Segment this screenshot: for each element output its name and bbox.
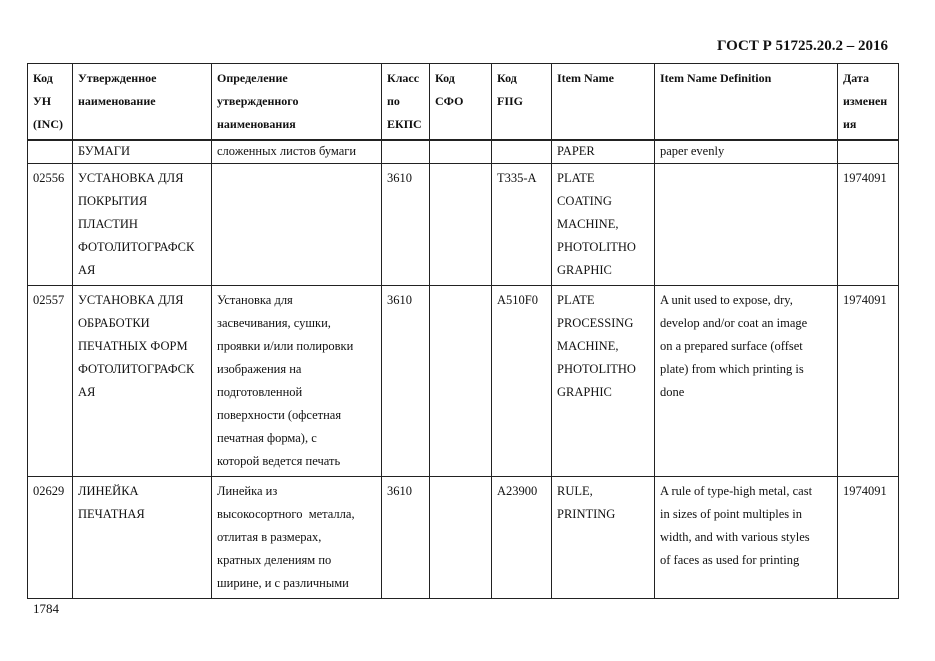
header-label: Item Name Definition: [660, 71, 772, 85]
cell-text: 3610: [387, 171, 412, 185]
cell-text: 02557: [33, 293, 65, 307]
cell-text: 02556: [33, 171, 65, 185]
cell-item-name: [552, 286, 655, 477]
cell-fiig: [492, 164, 552, 286]
cell-text: УСТАНОВКА ДЛЯ ОБРАБОТКИ ПЕЧАТНЫХ ФОРМ ФОТОЛИТОГРАФСК АЯ: [78, 293, 195, 399]
cell-inc: [28, 286, 73, 477]
cell-text: 1974091: [843, 171, 887, 185]
cell-text: ЛИНЕЙКА ПЕЧАТНАЯ: [78, 484, 145, 521]
header-label: Утвержденное наименование: [78, 71, 157, 108]
cell-item-definition: [655, 477, 838, 599]
header-label: Код СФО: [435, 71, 464, 108]
cell-text: A rule of type-high metal, cast in sizes of point multiples in width, and with various styles of faces as used for printing: [660, 484, 813, 567]
header-label: Определение утвержденного наименования: [217, 71, 299, 131]
cell-text: 1974091: [843, 484, 887, 498]
header-inc-code: [28, 64, 73, 141]
items-table: [27, 63, 899, 599]
header-change-date: [838, 64, 899, 141]
cell-text: 3610: [387, 293, 412, 307]
cell-fiig: [492, 140, 552, 164]
cell-inc: [28, 164, 73, 286]
header-label: Дата изменен ия: [843, 71, 888, 131]
document-title: ГОСТ Р 51725.20.2 – 2016: [716, 38, 888, 54]
cell-definition: [212, 140, 382, 164]
cell-item-name: [552, 477, 655, 599]
cell-item-definition: [655, 286, 838, 477]
cell-fiig: [492, 477, 552, 599]
cell-name: [73, 140, 212, 164]
cell-definition: [212, 477, 382, 599]
cell-text: A unit used to expose, dry, develop and/or coat an image on a prepared surface (offset plate) from which printing is done: [660, 293, 808, 399]
cell-text: A23900: [497, 484, 538, 498]
cell-definition: [212, 164, 382, 286]
cell-text: 3610: [387, 484, 412, 498]
header-item-name: [552, 64, 655, 141]
cell-text: PLATE COATING MACHINE, PHOTOLITHO GRAPHIC: [557, 171, 636, 277]
cell-name: [73, 164, 212, 286]
cell-date: [838, 286, 899, 477]
page-number: 1784: [33, 601, 59, 616]
header-class: [382, 64, 430, 141]
header-item-definition: [655, 64, 838, 141]
cell-sfo: [430, 286, 492, 477]
table-header-row: [28, 64, 899, 141]
cell-text: УСТАНОВКА ДЛЯ ПОКРЫТИЯ ПЛАСТИН ФОТОЛИТОГРАФСК АЯ: [78, 171, 195, 277]
cell-text: БУМАГИ: [78, 144, 130, 158]
cell-class: [382, 286, 430, 477]
header-label: Класс по ЕКПС: [387, 71, 422, 131]
header-fiig-code: [492, 64, 552, 141]
cell-text: paper evenly: [660, 144, 725, 158]
header-label: Item Name: [557, 71, 614, 85]
cell-text: RULE, PRINTING: [557, 484, 616, 521]
cell-text: Линейка из высокосортного металла, отлитая в размерах, кратных делениям по ширине, и с различными: [217, 484, 355, 590]
cell-text: T335-A: [497, 171, 537, 185]
cell-name: [73, 286, 212, 477]
cell-text: PLATE PROCESSING MACHINE, PHOTOLITHO GRAPHIC: [557, 293, 636, 399]
table-row: [28, 140, 899, 164]
cell-text: 02629: [33, 484, 65, 498]
cell-inc: [28, 477, 73, 599]
header-definition: [212, 64, 382, 141]
cell-item-name: [552, 140, 655, 164]
header-sfo-code: [430, 64, 492, 141]
cell-text: сложенных листов бумаги: [217, 144, 357, 158]
table-row: [28, 477, 899, 599]
cell-item-definition: [655, 140, 838, 164]
cell-text: PAPER: [557, 144, 595, 158]
cell-sfo: [430, 140, 492, 164]
table-row: [28, 164, 899, 286]
header-label: Код УН (INC): [33, 71, 63, 131]
header-approved-name: [73, 64, 212, 141]
cell-text: Установка для засвечивания, сушки, проявки и/или полировки изображения на подготовленной поверхности (офсетная печатная форма), с которой ведется печать: [217, 293, 354, 468]
cell-item-definition: [655, 164, 838, 286]
cell-definition: [212, 286, 382, 477]
cell-name: [73, 477, 212, 599]
cell-class: [382, 164, 430, 286]
cell-fiig: [492, 286, 552, 477]
cell-sfo: [430, 477, 492, 599]
cell-text: 1974091: [843, 293, 887, 307]
cell-text: A510F0: [497, 293, 538, 307]
cell-sfo: [430, 164, 492, 286]
cell-item-name: [552, 164, 655, 286]
header-label: Код FIIG: [497, 71, 524, 108]
cell-date: [838, 164, 899, 286]
cell-date: [838, 477, 899, 599]
cell-date: [838, 140, 899, 164]
cell-class: [382, 477, 430, 599]
cell-class: [382, 140, 430, 164]
table-row: [28, 286, 899, 477]
cell-inc: [28, 140, 73, 164]
